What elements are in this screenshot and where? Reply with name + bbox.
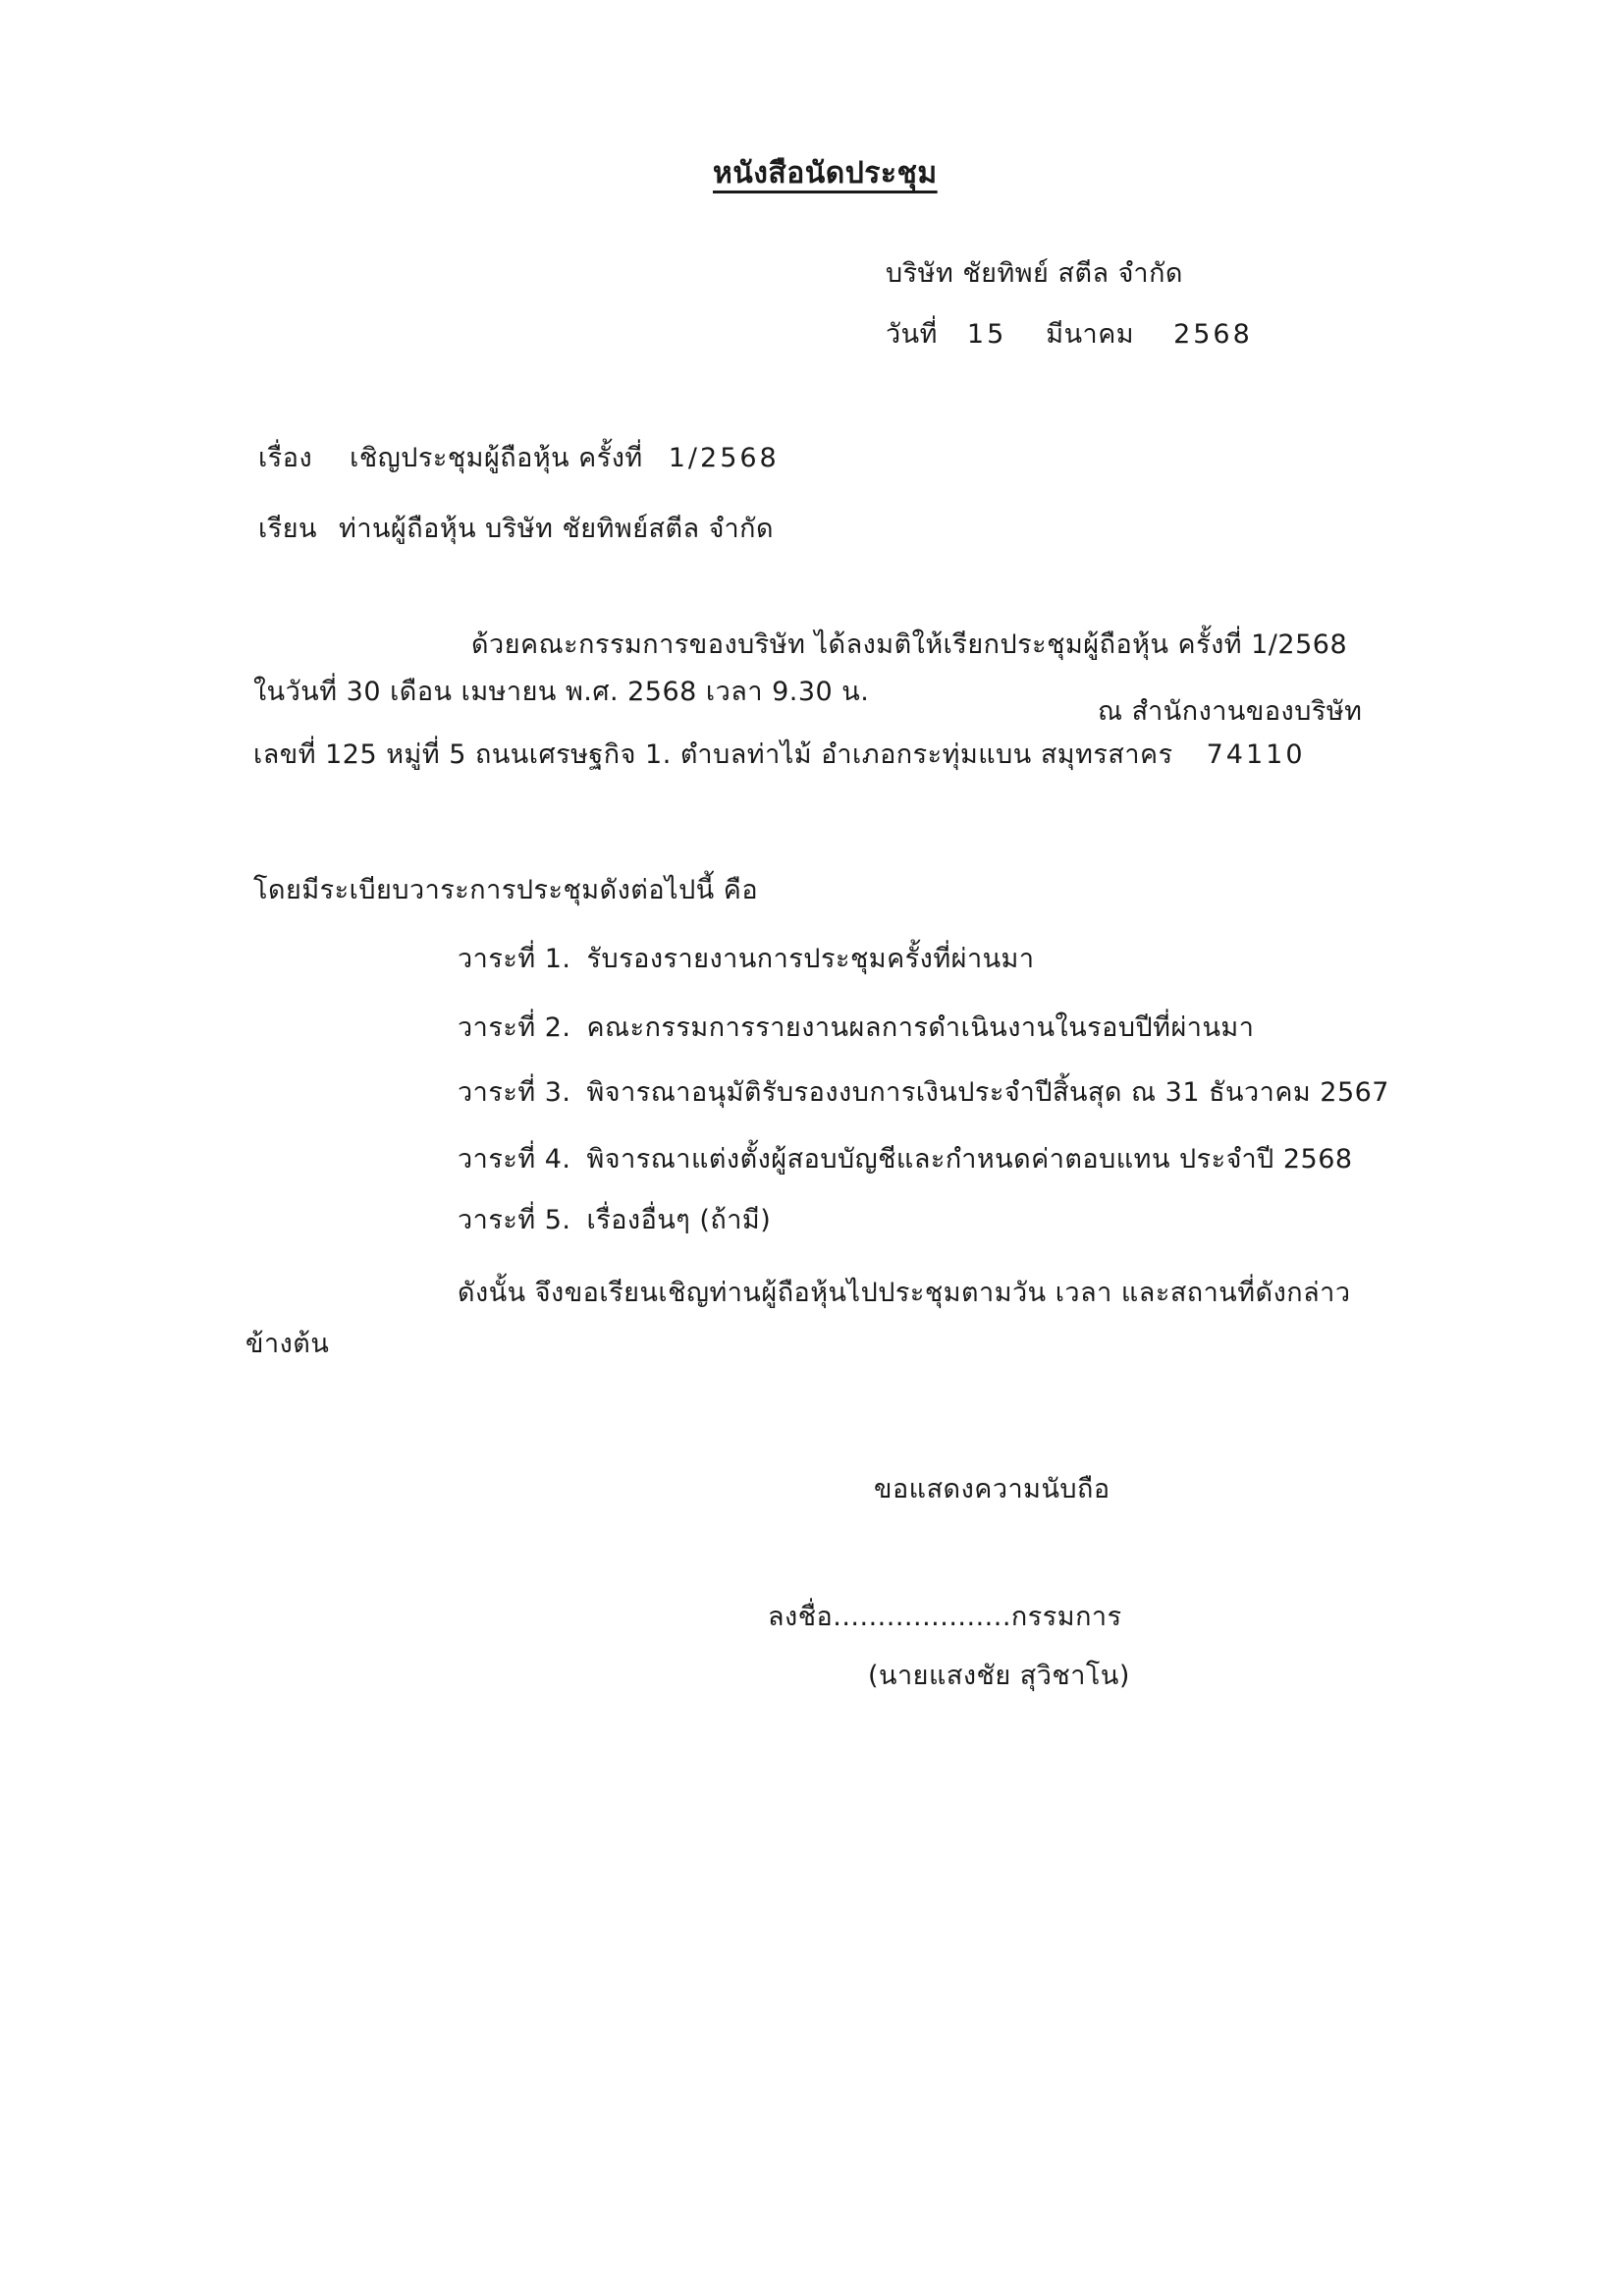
meeting-address: เลขที่ 125 หมู่ที่ 5 ถนนเศรษฐกิจ 1. ตำบลท่าไม้ อำเภอกระทุ่มแบน สมุทรสาคร bbox=[253, 739, 1173, 770]
document-date bbox=[886, 318, 1253, 352]
postcode: 74110 bbox=[1206, 739, 1306, 770]
agenda-item-text: คณะกรรมการรายงานผลการดำเนินงานในรอบปีที่ผ่านมา bbox=[586, 1012, 1255, 1043]
agenda-item bbox=[458, 1143, 1353, 1176]
agenda-item-text: รับรองรายงานการประชุมครั้งที่ผ่านมา bbox=[586, 944, 1035, 974]
agenda-item-text: พิจารณาแต่งตั้งผู้สอบบัญชีและกำหนดค่าตอบแทน ประจำปี 2568 bbox=[586, 1144, 1353, 1175]
subject-label: เรื่อง bbox=[258, 443, 313, 473]
company-name: บริษัท ชัยทิพย์ สตีล จำกัด bbox=[886, 258, 1183, 289]
meeting-venue: ณ สำนักงานของบริษัท bbox=[1098, 696, 1363, 727]
recipient-text: ท่านผู้ถือหุ้น บริษัท ชัยทิพย์สตีล จำกัด bbox=[339, 514, 775, 544]
closing-line-1: ดังนั้น จึงขอเรียนเชิญท่านผู้ถือหุ้นไปประชุมตามวัน เวลา และสถานที่ดังกล่าว bbox=[458, 1278, 1351, 1308]
agenda-item bbox=[458, 1204, 771, 1237]
closing-line-2: ข้างต้น bbox=[245, 1329, 330, 1359]
agenda-item-text: พิจารณาอนุมัติรับรองงบการเงินประจำปีสิ้นสุด ณ 31 ธันวาคม 2567 bbox=[586, 1077, 1389, 1108]
recipient-label: เรียน bbox=[258, 514, 318, 544]
meeting-datetime: ในวันที่ 30 เดือน เมษายน พ.ศ. 2568 เวลา 9.30 น. bbox=[253, 677, 870, 707]
date-label: วันที่ bbox=[886, 319, 938, 350]
body-line-2 bbox=[253, 676, 869, 709]
date-year: 2568 bbox=[1173, 319, 1253, 350]
signature-line: ลงชื่อ....................กรรมการ bbox=[768, 1602, 1122, 1632]
agenda-item-text: เรื่องอื่นๆ (ถ้ามี) bbox=[586, 1205, 772, 1235]
agenda-item-label: วาระที่ 5. bbox=[458, 1205, 571, 1235]
date-month: มีนาคม bbox=[1046, 319, 1135, 350]
body-line-1: ด้วยคณะกรรมการของบริษัท ได้ลงมติให้เรียกประชุมผู้ถือหุ้น ครั้งที่ 1/2568 bbox=[471, 629, 1348, 660]
subject-number: 1/2568 bbox=[668, 443, 780, 473]
regards: ขอแสดงความนับถือ bbox=[874, 1474, 1110, 1504]
signer-name: (นายแสงชัย สุวิชาโน) bbox=[868, 1661, 1130, 1691]
recipient-line bbox=[258, 513, 774, 546]
document-title: หนังสือนัดประชุม bbox=[713, 156, 938, 191]
agenda-item-label: วาระที่ 4. bbox=[458, 1144, 571, 1175]
date-day: 15 bbox=[966, 319, 1007, 350]
agenda-item bbox=[458, 943, 1035, 976]
agenda-item-label: วาระที่ 3. bbox=[458, 1077, 571, 1108]
subject-text: เชิญประชุมผู้ถือหุ้น ครั้งที่ bbox=[350, 443, 643, 473]
agenda-item-label: วาระที่ 1. bbox=[458, 944, 571, 974]
agenda-item-label: วาระที่ 2. bbox=[458, 1012, 571, 1043]
body-line-3 bbox=[253, 738, 1306, 772]
agenda-intro: โดยมีระเบียบวาระการประชุมดังต่อไปนี้ คือ bbox=[253, 875, 759, 905]
agenda-item bbox=[458, 1011, 1254, 1045]
agenda-item bbox=[458, 1076, 1389, 1110]
subject-line bbox=[258, 442, 780, 475]
